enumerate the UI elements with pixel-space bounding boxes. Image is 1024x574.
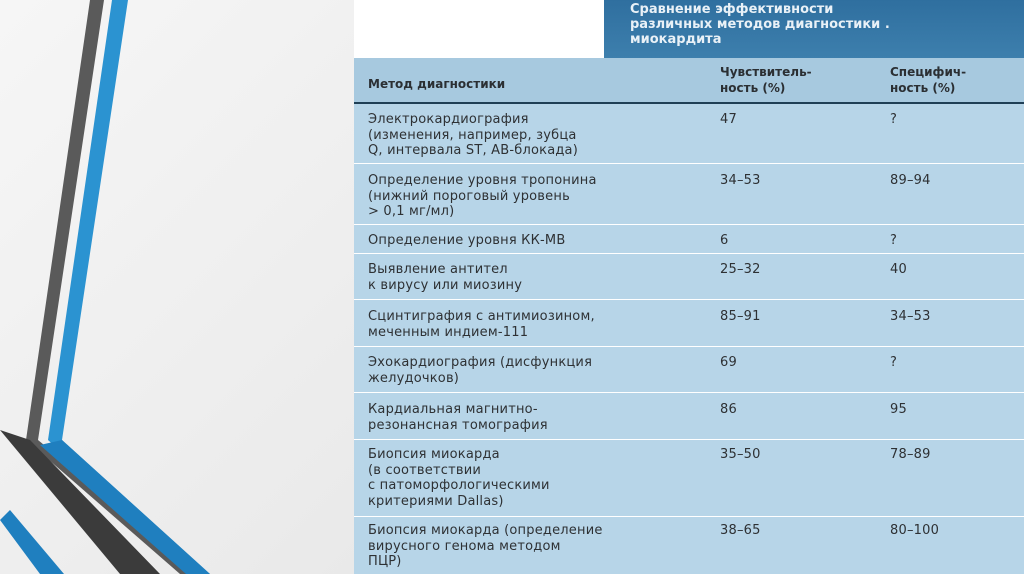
cell-specificity: 78–89: [890, 447, 931, 462]
cell-sensitivity: 35–50: [720, 447, 761, 462]
cell-method: Кардиальная магнитно- резонансная томография: [368, 402, 548, 433]
cell-specificity: 80–100: [890, 523, 940, 538]
table-row: [354, 104, 1024, 164]
header-method: Метод диагностики: [368, 77, 506, 91]
cell-specificity: 40: [890, 262, 907, 277]
cell-sensitivity: 6: [720, 233, 729, 248]
cell-method: Определение уровня КК-МВ: [368, 233, 566, 248]
decorative-stripes: [0, 0, 220, 574]
cell-sensitivity: 86: [720, 402, 737, 417]
cell-specificity: 89–94: [890, 173, 931, 188]
table-row: [354, 254, 1024, 300]
table-row: [354, 517, 1024, 574]
cell-sensitivity: 25–32: [720, 262, 761, 277]
cell-method: Эхокардиография (дисфункция желудочков): [368, 355, 593, 386]
cell-specificity: 95: [890, 402, 907, 417]
table-row: [354, 300, 1024, 347]
cell-sensitivity: 34–53: [720, 173, 761, 188]
cell-specificity: ?: [890, 112, 898, 127]
cell-specificity: 34–53: [890, 309, 931, 324]
table-header-row: [354, 58, 1024, 104]
table-row: [354, 393, 1024, 440]
cell-sensitivity: 85–91: [720, 309, 761, 324]
cell-method: Биопсия миокарда (определение вирусного генома методом ПЦР): [368, 523, 603, 569]
cell-method: Биопсия миокарда (в соответствии с патоморфологическими критериями Dallas): [368, 447, 550, 509]
table-row: [354, 440, 1024, 517]
header-specificity: Специфич- ность (%): [890, 65, 967, 95]
cell-method: Определение уровня тропонина (нижний пороговый уровень > 0,1 мг/мл): [368, 173, 597, 219]
cell-specificity: ?: [890, 233, 898, 248]
cell-sensitivity: 47: [720, 112, 737, 127]
cell-method: Сцинтиграфия с антимиозином, меченным индием-111: [368, 309, 595, 340]
dark-wedge: [0, 430, 160, 574]
cell-sensitivity: 69: [720, 355, 737, 370]
blue-wedge-bottom: [0, 510, 64, 574]
comparison-table-image: [354, 0, 1024, 574]
cell-method: Электрокардиография (изменения, например, зубца Q, интервала ST, АВ-блокада): [368, 112, 578, 158]
table-row: [354, 164, 1024, 225]
header-sensitivity: Чувствитель- ность (%): [720, 65, 812, 95]
cell-sensitivity: 38–65: [720, 523, 761, 538]
cell-specificity: ?: [890, 355, 898, 370]
title-block: [354, 0, 1024, 58]
cell-method: Выявление антител к вирусу или миозину: [368, 262, 523, 293]
table-row: [354, 347, 1024, 393]
table-row: [354, 225, 1024, 254]
table-title: Сравнение эффективности различных методов диагностики . миокардита: [630, 2, 890, 47]
